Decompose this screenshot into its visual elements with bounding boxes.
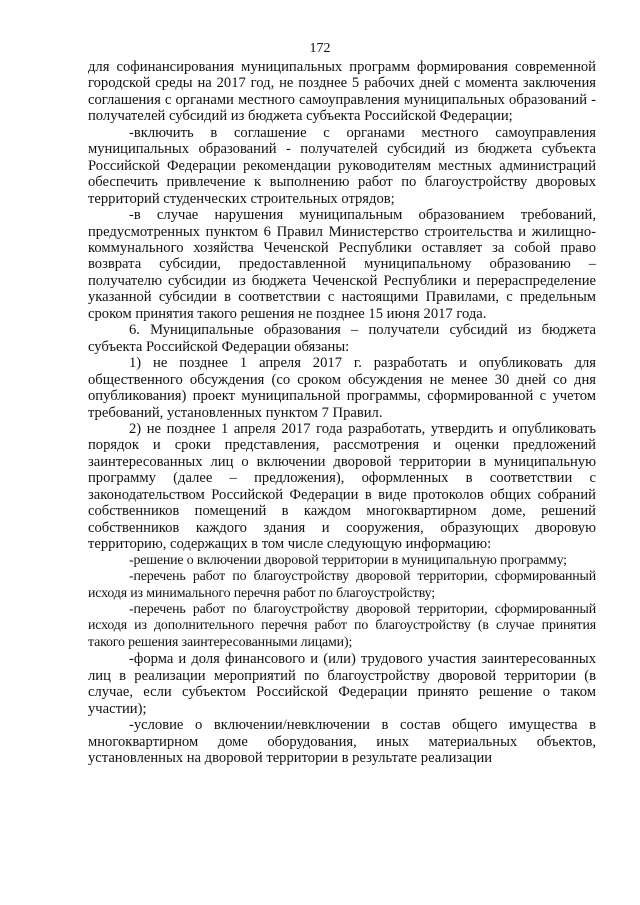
paragraph: -перечень работ по благоустройству дворовой территории, сформированный исходя из минимального перечня работ по благоустройству;: [88, 569, 596, 601]
paragraph: -условие о включении/невключении в состав общего имущества в многоквартирном доме оборудования, иных материальных объектов, установленных на дворовой территории в результате реализации: [88, 717, 596, 767]
paragraph: 6. Муниципальные образования – получатели субсидий из бюджета субъекта Российской Федерации обязаны:: [88, 322, 596, 355]
paragraph: -включить в соглашение с органами местного самоуправления муниципальных образований - получателей субсидий из бюджета субъекта Российской Федерации рекомендации руководителям местных администраций обеспечить привлечение к выполнению работ по благоустройству дворовых территорий студенческих строительных отрядов;: [88, 124, 596, 207]
paragraph: -перечень работ по благоустройству дворовой территории, сформированный исходя из дополнительного перечня работ по благоустройству (в случае принятия такого решения заинтересованными лицами);: [88, 601, 596, 650]
paragraph: -форма и доля финансового и (или) трудового участия заинтересованных лиц в реализации мероприятий по благоустройству дворовой территории (в случае, если субъектом Российской Федерации принято решение о таком участии);: [88, 651, 596, 717]
paragraph: -решение о включении дворовой территории в муниципальную программу;: [129, 552, 567, 568]
document-body: [88, 59, 596, 766]
paragraph: 1) не позднее 1 апреля 2017 г. разработать и опубликовать для общественного обсуждения (со сроком обсуждения не менее 30 дней со дня опубликования) проект муниципальной программы, сформированной с учетом требований, установленных пунктом 7 Правил.: [88, 355, 596, 421]
page-number: 172: [309, 41, 331, 56]
paragraph: 2) не позднее 1 апреля 2017 года разработать, утвердить и опубликовать порядок и сроки представления, рассмотрения и оценки предложений заинтересованных лиц о включении дворовой территории в муниципальную программу (далее – предложения), оформленных в соответствии с законодательством Российской Федерации в виде протоколов общих собраний собственников помещений в каждом многоквартирном доме, решений собственников каждого здания и сооружения, образующих дворовую территорию, содержащих в том числе следующую информацию:: [88, 420, 596, 553]
paragraph: для софинансирования муниципальных программ формирования современной городской среды на 2017 год, не позднее 5 рабочих дней с момента заключения соглашения с органами местного самоуправления муниципальных образований - получателей субсидий из бюджета субъекта Российской Федерации;: [88, 59, 596, 125]
paragraph: -в случае нарушения муниципальным образованием требований, предусмотренных пунктом 6 Правил Министерство строительства и жилищно-коммунального хозяйства Чеченской Республики оставляет за собой право возврата субсидии, предоставленной муниципальному образованию – получателю субсидии из бюджета Чеченской Республики и перераспределение указанной субсидии в соответствии с настоящими Правилами, с предельным сроком принятия такого решения не позднее 15 июня 2017 года.: [88, 207, 596, 322]
